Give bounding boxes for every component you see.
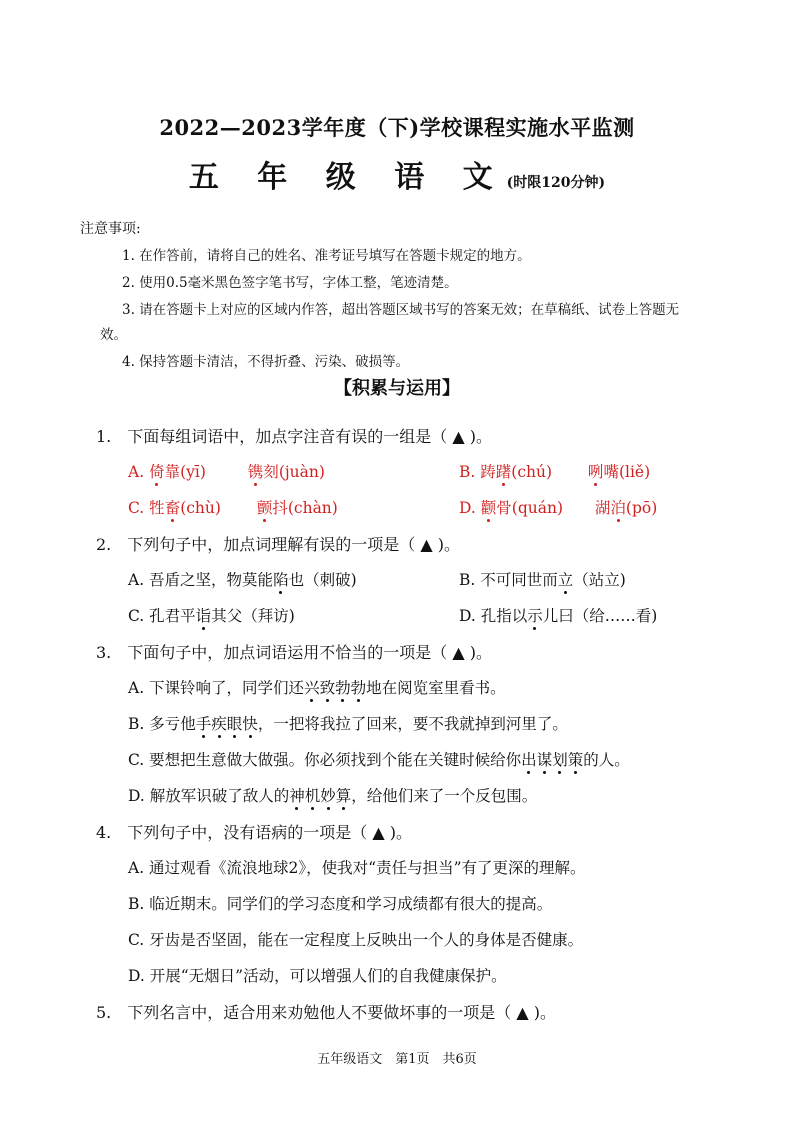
question-1-stem: 1. 下面每组词语中，加点字注音有误的一组是（ ▲ )。 <box>96 427 492 446</box>
time-limit: (时限120分钟) <box>506 175 606 191</box>
question-2-stem: 2. 下列句子中，加点词理解有误的一项是（ ▲ )。 <box>96 535 460 554</box>
q4-option-b: B. 临近期末。同学们的学习态度和学习成绩都有很大的提高。 <box>128 895 553 913</box>
notes-heading: 注意事项: <box>80 221 141 237</box>
section-title: 【积累与运用】 <box>334 378 460 399</box>
q2-option-d: D. 孔指以示儿曰（给……看) <box>459 607 658 625</box>
q3-option-b: B. 多亏他手疾眼快，一把将我拉了回来，要不我就掉到河里了。 <box>128 715 568 733</box>
q4-option-c: C. 牙齿是否坚固，能在一定程度上反映出一个人的身体是否健康。 <box>128 931 584 949</box>
note-item: 3. 请在答题卡上对应的区域内作答，超出答题区域书写的答案无效；在草稿纸、试卷上答题无 <box>122 302 680 318</box>
subject-title <box>0 152 794 196</box>
note-item: 1. 在作答前，请将自己的姓名、准考证号填写在答题卡规定的地方。 <box>122 248 531 264</box>
note-item: 4. 保持答题卡清洁，不得折叠、污染、破损等。 <box>122 354 410 370</box>
q1-option-d: D. 颧骨(quán) 湖泊(pō) <box>459 499 658 517</box>
q1-option-a: A. 倚靠(yī) 镌刻(juàn) <box>128 463 325 481</box>
q2-option-b: B. 不可同世而立（站立) <box>459 571 626 589</box>
question-3-stem: 3. 下面句子中，加点词语运用不恰当的一项是（ ▲ )。 <box>96 643 492 662</box>
q3-option-c: C. 要想把生意做大做强。你必须找到个能在关键时候给你出谋划策的人。 <box>128 751 630 769</box>
page-footer: 五年级语文 第1页 共6页 <box>317 1052 477 1067</box>
q4-option-d: D. 开展“无烟日”活动，可以增强人们的自我健康保护。 <box>128 967 507 985</box>
q2-option-a: A. 吾盾之坚，物莫能陷也（刺破) <box>128 571 357 589</box>
q4-option-a: A. 通过观看《流浪地球2》，使我对“责任与担当”有了更深的理解。 <box>128 859 586 877</box>
q2-option-c: C. 孔君平诣其父（拜访) <box>128 607 295 625</box>
question-4-stem: 4. 下列句子中，没有语病的一项是（ ▲ )。 <box>96 823 412 842</box>
note-item: 效。 <box>100 327 127 343</box>
question-5-stem: 5. 下列名言中，适合用来劝勉他人不要做坏事的一项是（ ▲ )。 <box>96 1003 556 1022</box>
q1-option-b: B. 踌躇(chú) 咧嘴(liě) <box>459 463 651 481</box>
exam-title: 2022—2023学年度（下)学校课程实施水平监测 <box>159 115 635 140</box>
note-item: 2. 使用0.5毫米黑色签字笔书写，字体工整，笔迹清楚。 <box>122 275 458 291</box>
subject-name: 五 年 级 语 文 <box>188 160 507 195</box>
q3-option-a: A. 下课铃响了，同学们还兴致勃勃地在阅览室里看书。 <box>128 679 506 697</box>
q3-option-d: D. 解放军识破了敌人的神机妙算，给他们来了一个反包围。 <box>128 787 538 805</box>
q1-option-c: C. 牲畜(chù) 颤抖(chàn) <box>128 499 338 517</box>
